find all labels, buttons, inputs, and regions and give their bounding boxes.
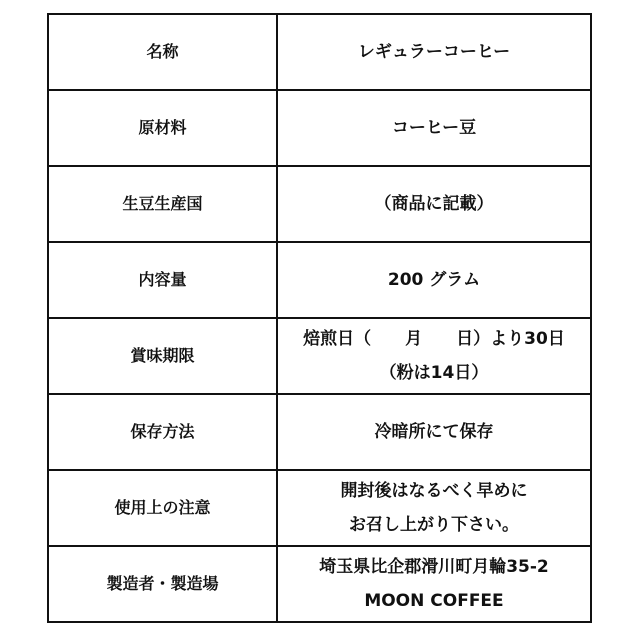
- table-row-ingredients: [48, 90, 591, 166]
- value-line: レギュラーコーヒー: [357, 42, 511, 62]
- table-row-best-before: [48, 318, 591, 394]
- row-header: 生豆生産国: [48, 166, 277, 242]
- row-value: [277, 470, 591, 546]
- row-value: [277, 242, 591, 318]
- table-row-net-weight: [48, 242, 591, 318]
- row-value: [277, 14, 591, 90]
- value-line: お召し上がり下さい。: [349, 515, 519, 535]
- row-header: 名称: [48, 14, 277, 90]
- table-row-precautions: [48, 470, 591, 546]
- value-line: 冷暗所にて保存: [374, 422, 494, 442]
- row-header: 保存方法: [48, 394, 277, 470]
- row-value: [277, 318, 591, 394]
- table-row-manufacturer: [48, 546, 591, 622]
- product-label-table: [47, 13, 592, 623]
- row-value: [277, 90, 591, 166]
- value-line: （商品に記載）: [374, 194, 494, 214]
- row-value: [277, 166, 591, 242]
- value-line: MOON COFFEE: [364, 591, 504, 611]
- table-row-origin: [48, 166, 591, 242]
- row-header: 製造者・製造場: [48, 546, 277, 622]
- value-line: （粉は14日）: [379, 363, 489, 383]
- row-header: 賞味期限: [48, 318, 277, 394]
- row-header: 内容量: [48, 242, 277, 318]
- value-line: 200 グラム: [387, 270, 481, 290]
- row-value: [277, 546, 591, 622]
- value-line: 埼玉県比企郡滑川町月輪35-2: [319, 557, 549, 577]
- row-value: [277, 394, 591, 470]
- value-line: コーヒー豆: [391, 118, 477, 138]
- table-row-name: [48, 14, 591, 90]
- table-row-storage: [48, 394, 591, 470]
- value-line: 焙煎日（ 月 日）より30日: [303, 329, 565, 349]
- row-header: 使用上の注意: [48, 470, 277, 546]
- row-header: 原材料: [48, 90, 277, 166]
- value-line: 開封後はなるべく早めに: [340, 481, 528, 501]
